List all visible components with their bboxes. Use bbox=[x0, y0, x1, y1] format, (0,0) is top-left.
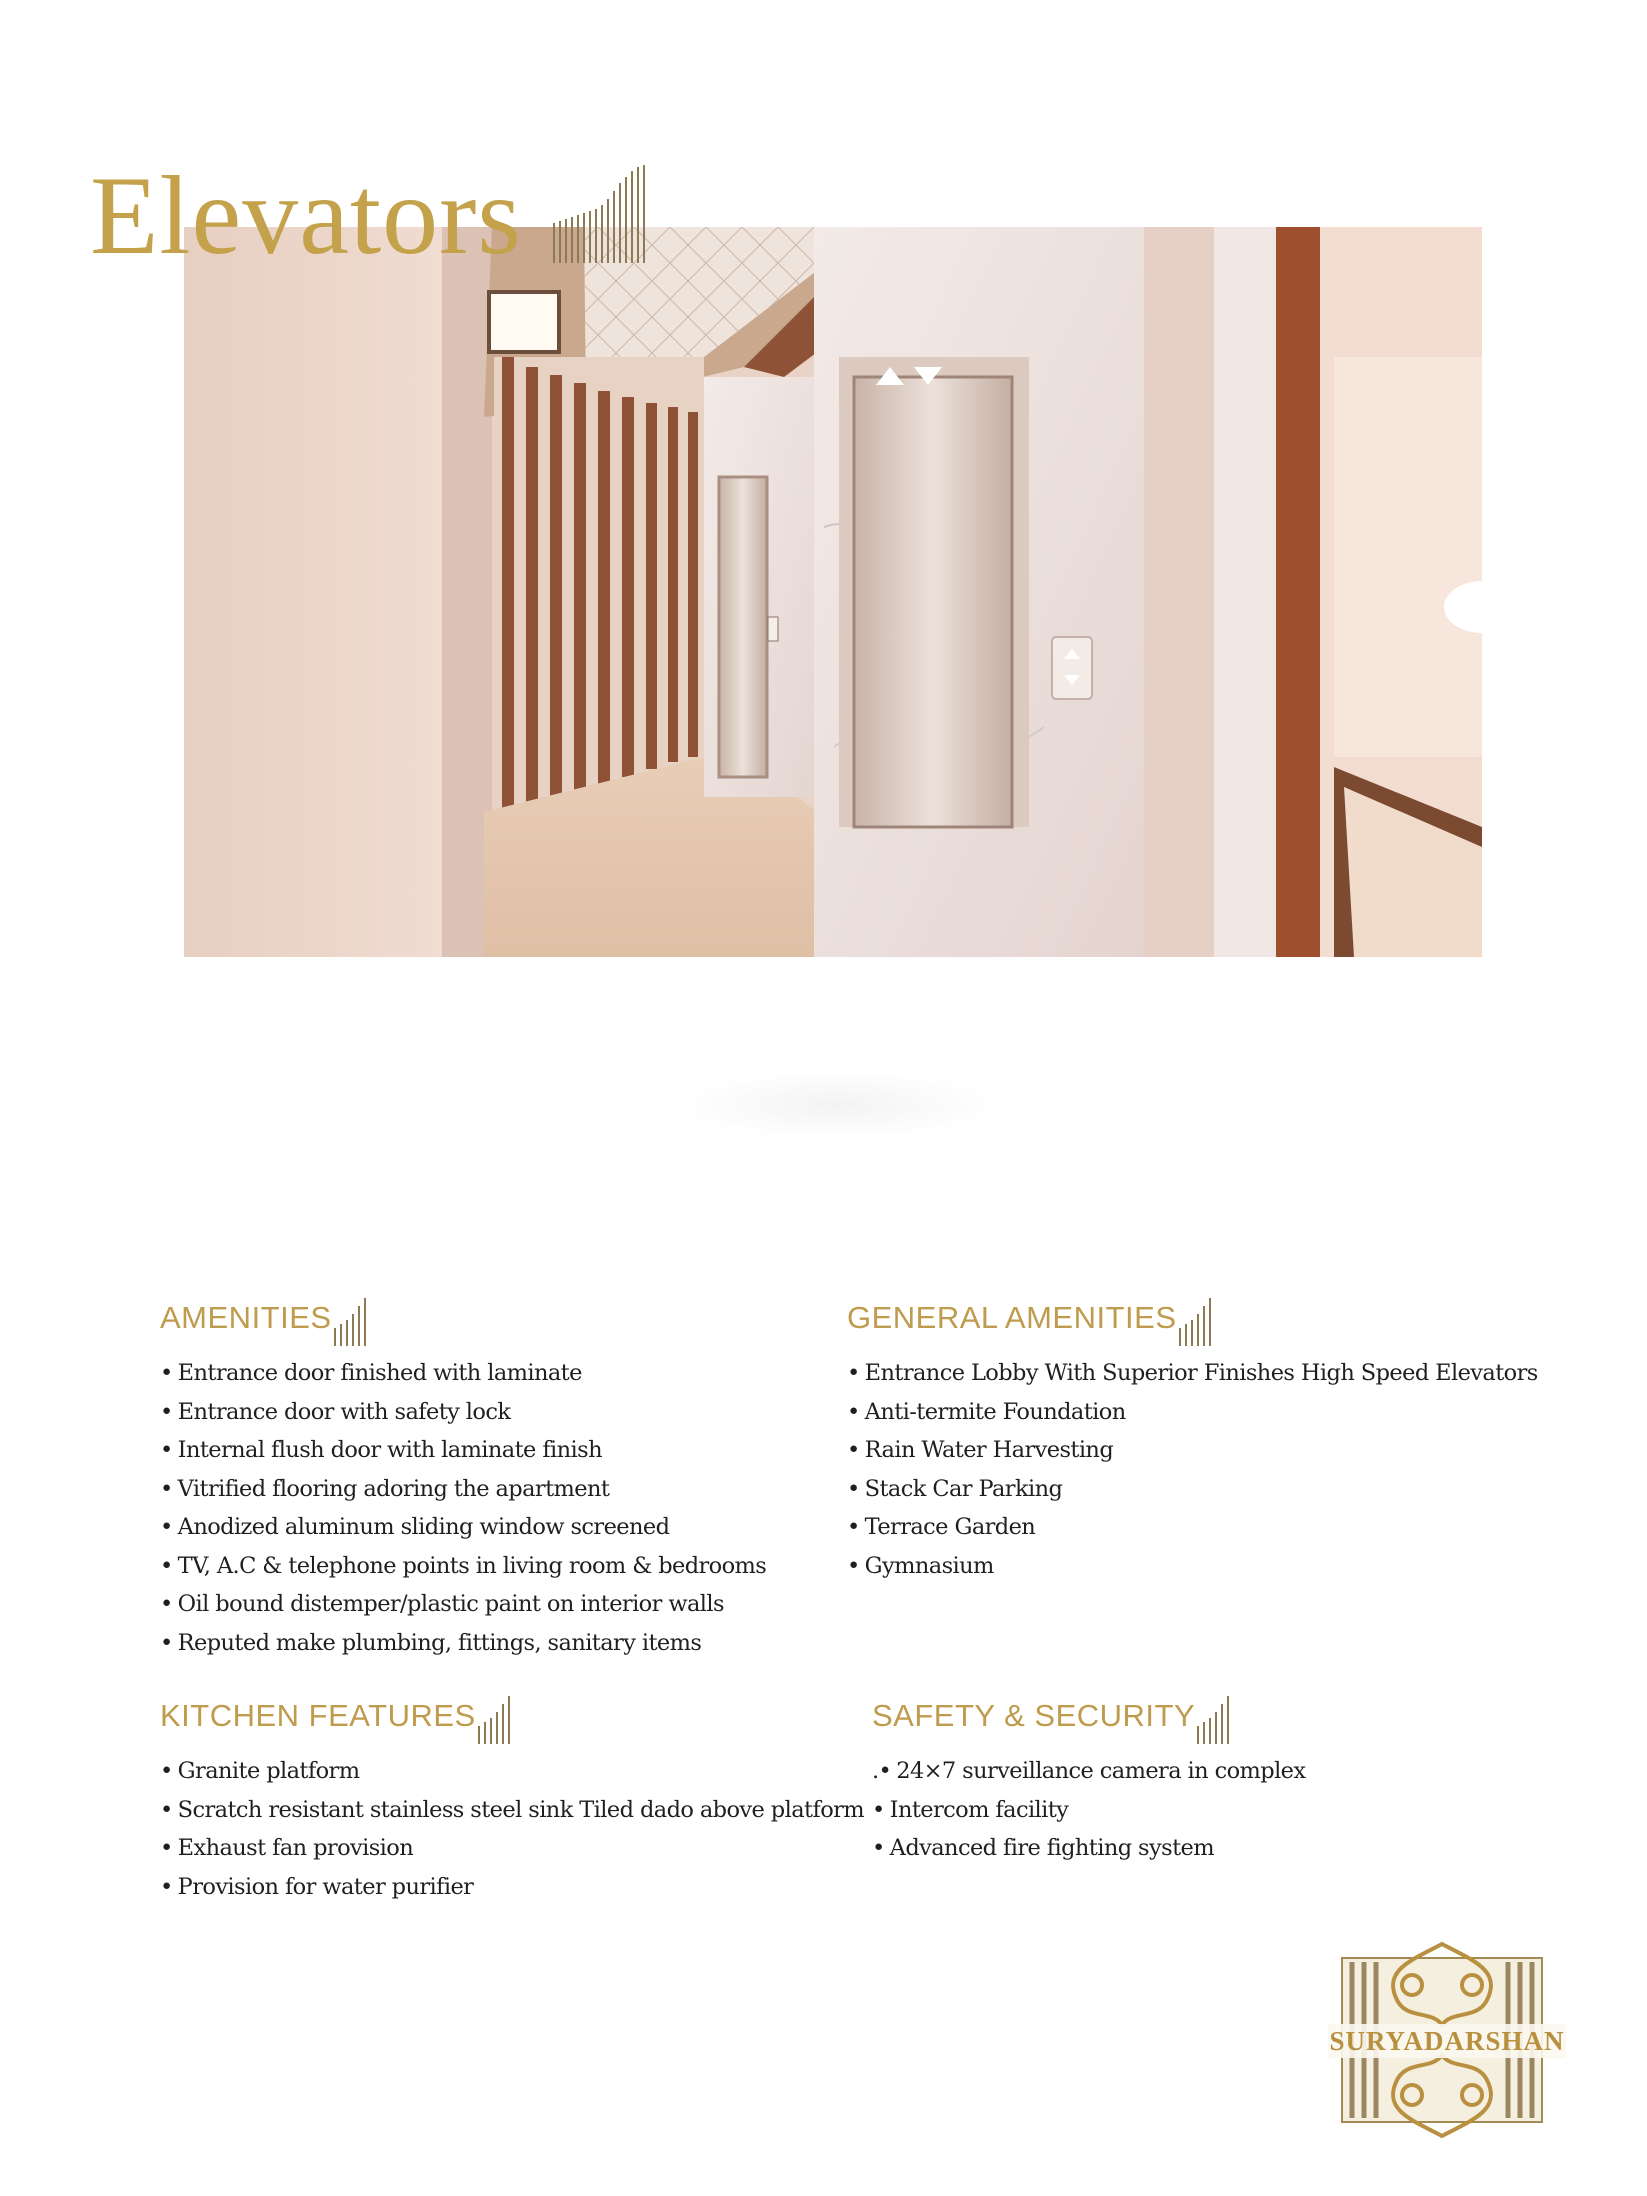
list-item: • Advanced fire fighting system bbox=[872, 1829, 1305, 1868]
faint-watermark bbox=[672, 1070, 1002, 1140]
title-bar-stripes-icon bbox=[550, 165, 652, 263]
elevator-lobby-image bbox=[184, 227, 1482, 957]
ornamental-logo bbox=[1312, 1940, 1582, 2140]
kitchen-features-heading-text: KITCHEN FEATURES bbox=[160, 1698, 476, 1733]
list-item: • Rain Water Harvesting bbox=[847, 1431, 1538, 1470]
safety-security-list bbox=[872, 1752, 1305, 1868]
list-item: • Oil bound distemper/plastic paint on interior walls bbox=[160, 1585, 766, 1624]
list-item: • Vitrified flooring adoring the apartment bbox=[160, 1470, 766, 1509]
amenities-heading-text: AMENITIES bbox=[160, 1300, 332, 1335]
list-item: .• 24×7 surveillance camera in complex bbox=[872, 1752, 1305, 1791]
list-item: • TV, A.C & telephone points in living room & bedrooms bbox=[160, 1547, 766, 1586]
safety-security-heading bbox=[872, 1688, 1233, 1744]
suryadarshan-logo bbox=[1312, 1940, 1582, 2140]
amenities-list bbox=[160, 1354, 766, 1662]
list-item: • Scratch resistant stainless steel sink Tiled dado above platform bbox=[160, 1791, 864, 1830]
amenities-section bbox=[160, 1290, 766, 1662]
list-item: • Internal flush door with laminate finish bbox=[160, 1431, 766, 1470]
list-item: • Exhaust fan provision bbox=[160, 1829, 864, 1868]
amenities-heading bbox=[160, 1290, 370, 1346]
list-item: • Gymnasium bbox=[847, 1547, 1538, 1586]
list-item: • Anti-termite Foundation bbox=[847, 1393, 1538, 1432]
list-item: • Entrance Lobby With Superior Finishes High Speed Elevators bbox=[847, 1354, 1538, 1393]
list-item: • Anodized aluminum sliding window screened bbox=[160, 1508, 766, 1547]
kitchen-features-section bbox=[160, 1688, 864, 1906]
general-amenities-heading bbox=[847, 1290, 1215, 1346]
brand-name: SURYADARSHAN bbox=[1329, 2026, 1565, 2056]
kitchen-features-heading bbox=[160, 1688, 514, 1744]
list-item: • Provision for water purifier bbox=[160, 1868, 864, 1907]
bar-stripes-icon bbox=[1177, 1294, 1215, 1346]
bar-stripes-icon bbox=[476, 1692, 514, 1744]
list-item: • Intercom facility bbox=[872, 1791, 1305, 1830]
list-item: • Reputed make plumbing, fittings, sanitary items bbox=[160, 1624, 766, 1663]
general-amenities-heading-text: GENERAL AMENITIES bbox=[847, 1300, 1177, 1335]
list-item: • Granite platform bbox=[160, 1752, 864, 1791]
bar-stripes-icon bbox=[332, 1294, 370, 1346]
page-title: Elevators bbox=[90, 154, 522, 278]
list-item: • Entrance door with safety lock bbox=[160, 1393, 766, 1432]
list-item: • Terrace Garden bbox=[847, 1508, 1538, 1547]
list-item: • Entrance door finished with laminate bbox=[160, 1354, 766, 1393]
bar-stripes-icon bbox=[1195, 1692, 1233, 1744]
general-amenities-list bbox=[847, 1354, 1538, 1585]
safety-security-heading-text: SAFETY & SECURITY bbox=[872, 1698, 1196, 1733]
list-item: • Stack Car Parking bbox=[847, 1470, 1538, 1509]
general-amenities-section bbox=[847, 1290, 1538, 1585]
safety-security-section bbox=[872, 1688, 1305, 1868]
kitchen-features-list bbox=[160, 1752, 864, 1906]
